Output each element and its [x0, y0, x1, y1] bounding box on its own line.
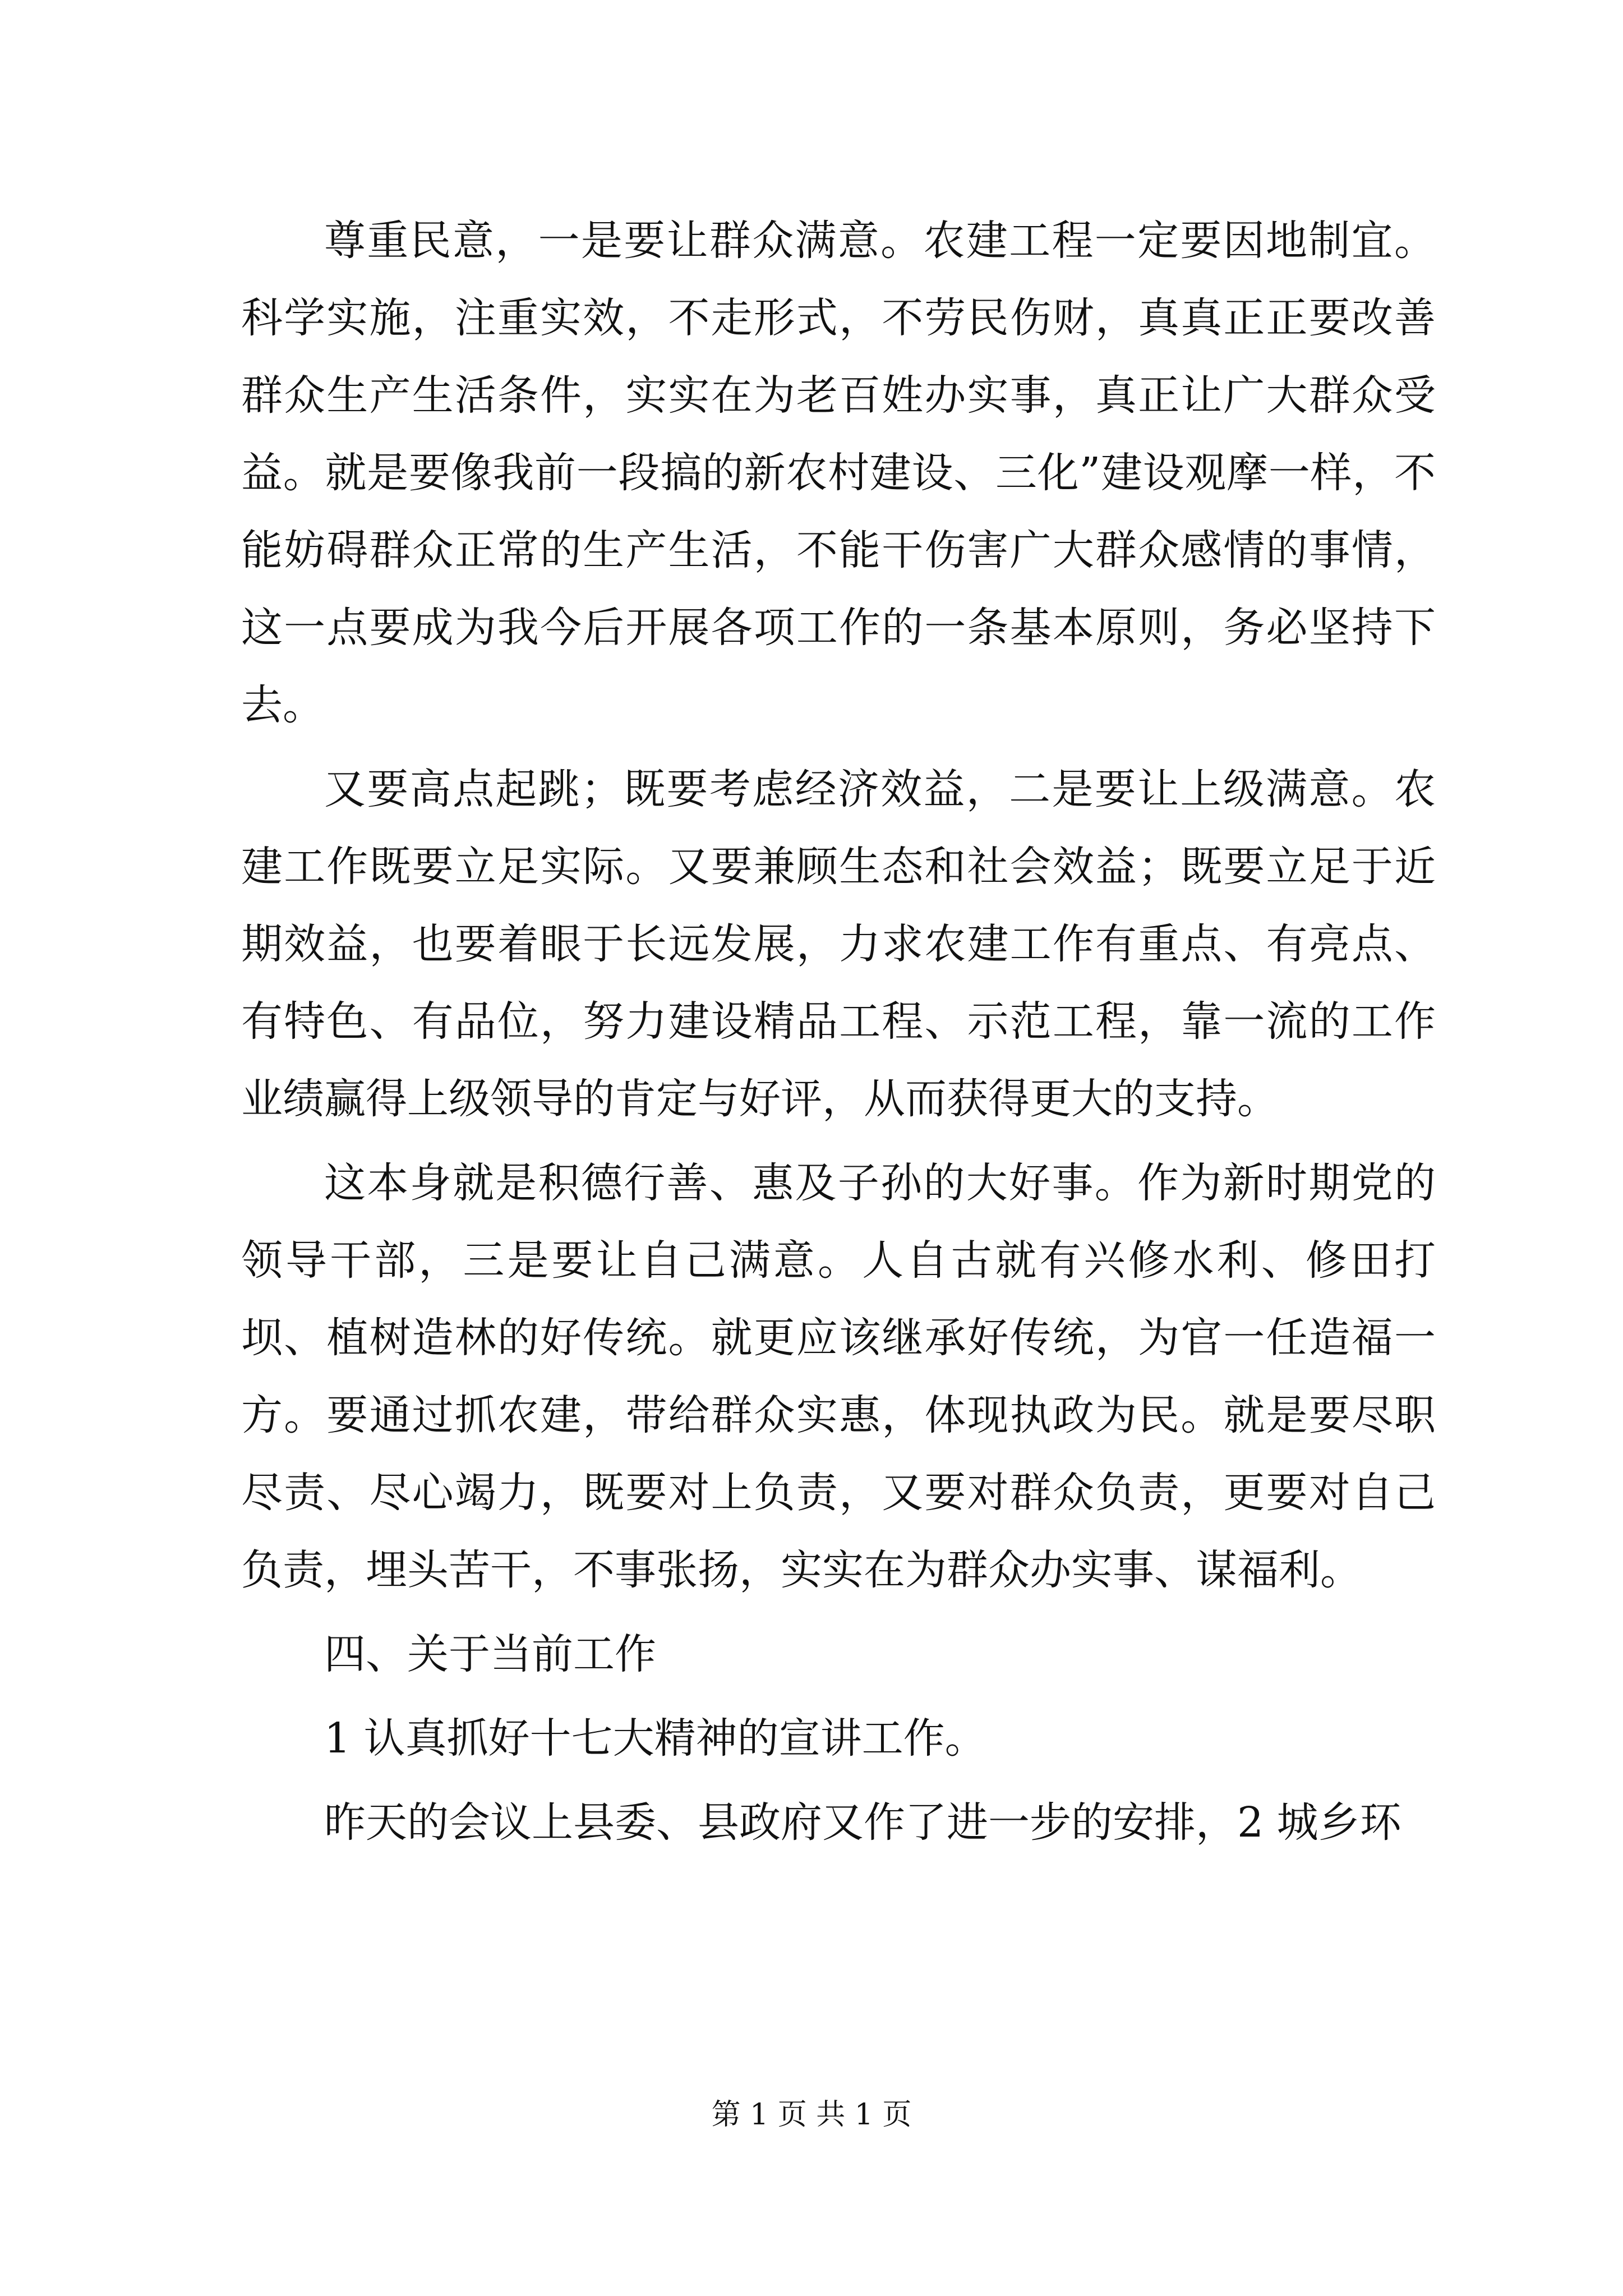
paragraph-2: 又要高点起跳；既要考虑经济效益，二是要让上级满意。农建工作既要立足实际。又要兼顾生态和社会效益；既要立足于近期效益，也要着眼于长远发展，力求农建工作有重点、有亮点、有特色、有品位，努力建设精品工程、示范工程，靠一流的工作业绩赢得上级领导的肯定与好评，从而获得更大的支持。 — [241, 765, 1436, 1123]
page-footer: 第 1 页 共 1 页 — [711, 2098, 912, 2132]
paragraph-item-2: 昨天的会议上县委、县政府又作了进一步的安排，2 城乡环 — [324, 1798, 1401, 1847]
section-heading: 四、关于当前工作 — [324, 1630, 656, 1678]
paragraph-1: 尊重民意，一是要让群众满意。农建工程一定要因地制宜。科学实施，注重实效，不走形式，不劳民伤财，真真正正要改善群众生产生活条件，实实在为老百姓办实事，真正让广大群众受益。就是要像我前一段搞的新农村建设、三化”建设观摩一样，不能妨碍群众正常的生产生活，不能干伤害广大群众感情的事情，这一点要成为我今后开展各项工作的一条基本原则，务必坚持下去。 — [241, 217, 1436, 729]
paragraph-3: 这本身就是积德行善、惠及子孙的大好事。作为新时期党的领导干部，三是要让自己满意。人自古就有兴修水利、修田打坝、植树造林的好传统。就更应该继承好传统，为官一任造福一方。要通过抓农建，带给群众实惠，体现执政为民。就是要尽职尽责、尽心竭力，既要对上负责，又要对群众负责，更要对自己负责，埋头苦干，不事张扬，实实在为群众办实事、谋福利。 — [241, 1159, 1436, 1594]
document-body — [241, 202, 1436, 1868]
paragraph-item-1: 1 认真抓好十七大精神的宣讲工作。 — [324, 1714, 986, 1763]
